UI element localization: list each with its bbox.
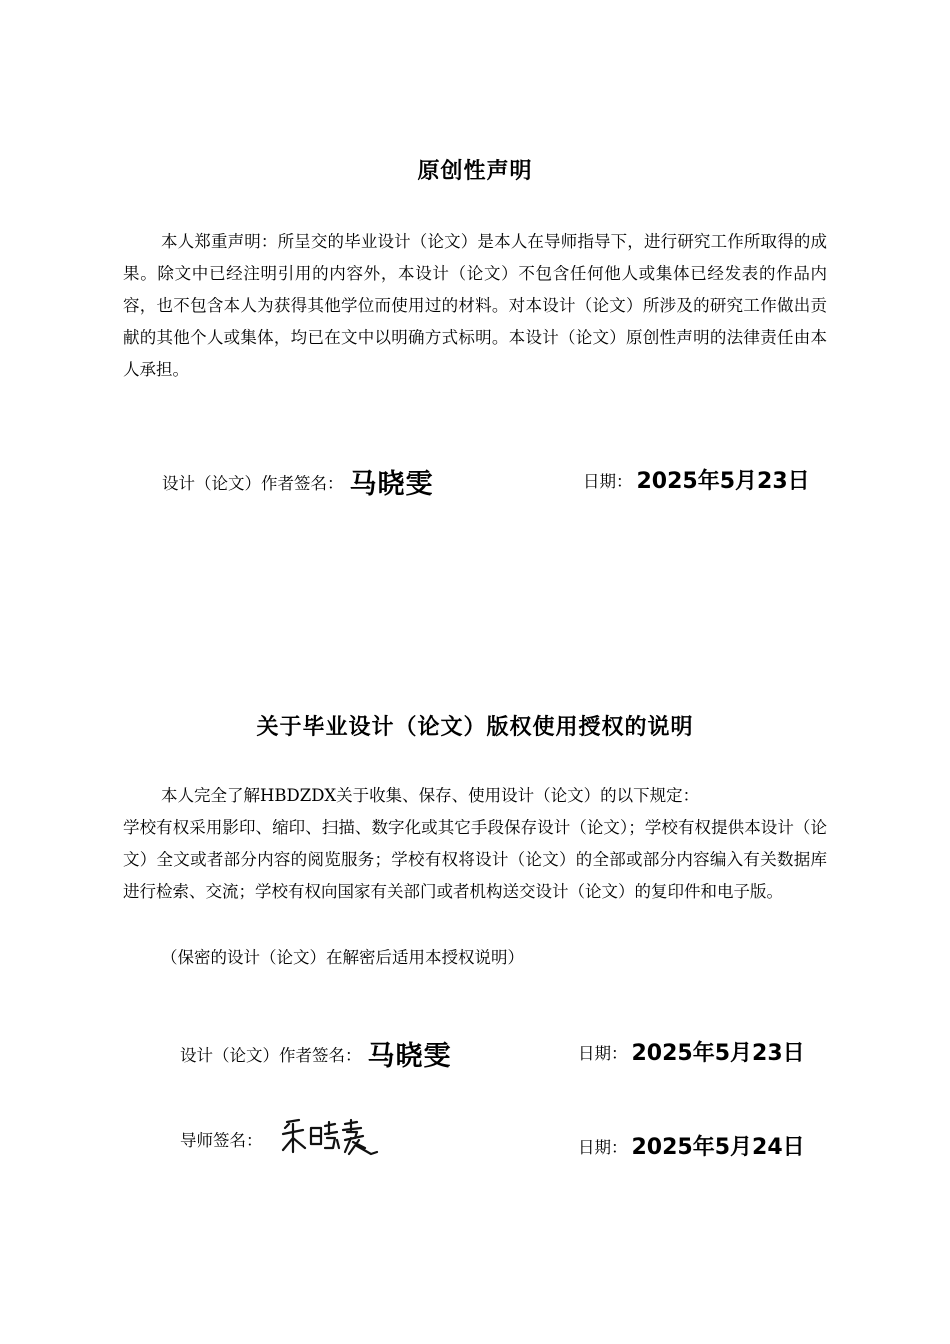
declaration-author-signature-line [162, 462, 434, 501]
authorization-author-signature-line [180, 1034, 452, 1073]
declaration-body: 本人郑重声明：所呈交的毕业设计（论文）是本人在导师指导下，进行研究工作所取得的成果。除文中已经注明引用的内容外，本设计（论文）不包含任何他人或集体已经发表的作品内容，也不包含本人为获得其他学位而使用过的材料。对本设计（论文）所涉及的研究工作做出贡献的其他个人或集体，均已在文中以明确方式标明。本设计（论文）原创性声明的法律责任由本人承担。 [123, 232, 827, 379]
declaration-title: 原创性声明 [417, 159, 533, 184]
authorization-author-signature: 马晓雯 [367, 1041, 452, 1072]
authorization-intro: 本人完全了解HBDZDX关于收集、保存、使用设计（论文）的以下规定： [161, 786, 700, 805]
advisor-date-value: 2025年5月24日 [631, 1135, 805, 1160]
authorization-author-date-value: 2025年5月23日 [631, 1041, 805, 1066]
declaration-date-label: 日期： [583, 471, 633, 491]
declaration-author-signature: 马晓雯 [349, 469, 434, 500]
authorization-note: （保密的设计（论文）在解密后适用本授权说明） [161, 948, 524, 967]
authorization-title: 关于毕业设计（论文）版权使用授权的说明 [256, 715, 694, 740]
authorization-body: 学校有权采用影印、缩印、扫描、数字化或其它手段保存设计（论文）；学校有权提供本设计（论文）全文或者部分内容的阅览服务；学校有权将设计（论文）的全部或部分内容编入有关数据库进行检索、交流；学校有权向国家有关部门或者机构送交设计（论文）的复印件和电子版。 [123, 818, 827, 901]
advisor-date-line [578, 1130, 805, 1161]
advisor-signature-line [180, 1118, 379, 1160]
declaration-author-label: 设计（论文）作者签名： [162, 473, 344, 493]
advisor-date-label: 日期： [578, 1137, 628, 1157]
advisor-label: 导师签名： [180, 1131, 263, 1150]
authorization-author-date-line [578, 1036, 805, 1067]
authorization-author-date-label: 日期： [578, 1043, 628, 1063]
advisor-handwritten-signature [279, 1118, 379, 1160]
authorization-author-label: 设计（论文）作者签名： [180, 1045, 362, 1065]
declaration-date-line [583, 464, 810, 495]
declaration-date-value: 2025年5月23日 [636, 469, 810, 494]
